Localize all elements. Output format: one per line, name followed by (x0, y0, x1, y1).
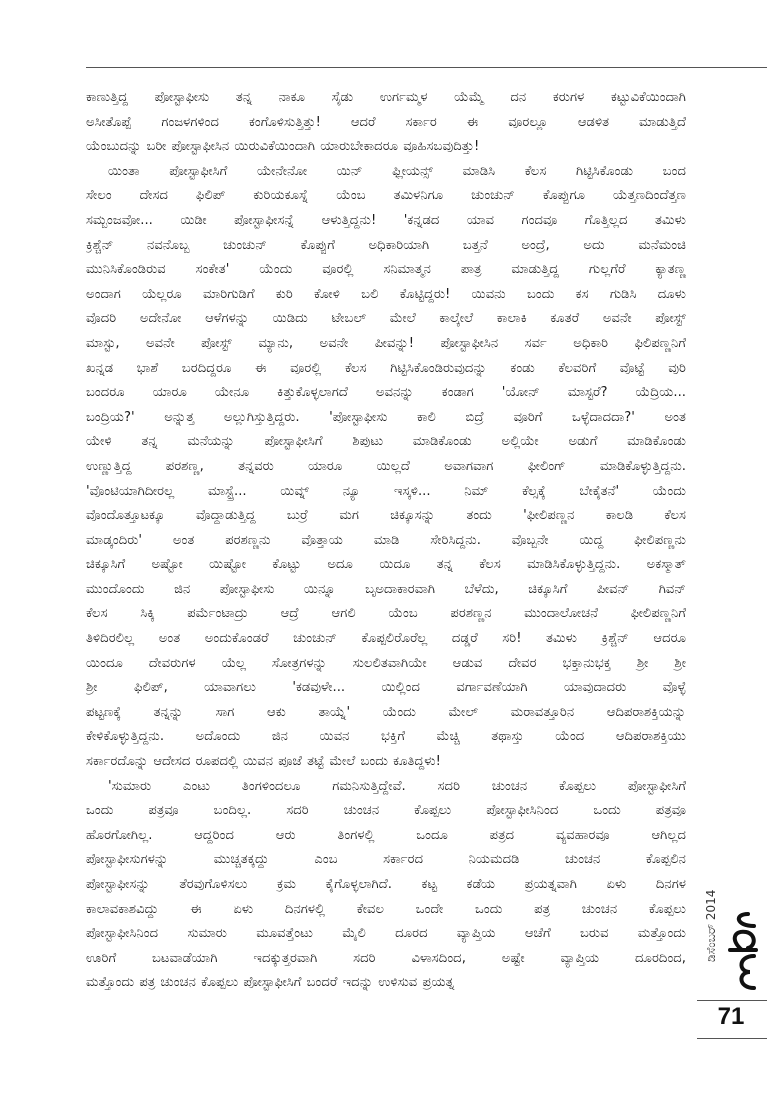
text-line: ಸರ್ಕಾರದೊನ್ನು ಆದೇಸದ ರೂಪದಲ್ಲಿ ಯಿವನ ಪೂಜೆ ತಟ್ಟೆ ಮೇಲೆ ಬಂದು ಕೂತಿದ್ದಳು! (86, 754, 441, 770)
text-line: ಪಟ್ಟಣಕ್ಕೆ ತನ್ನನ್ನು ಸಾಗ ಆಕು ತಾಯ್ನೆ' ಯೆಂದು ಮೇಲ್ ಮರಾವತ್ತೂರಿನ ಆದಿಪರಾಶಕ್ತಿಯನ್ನು (86, 704, 686, 720)
text-line: ಕ್ರಿಶ್ಚೆನ್ ನವನೊಬ್ಬ ಚುಂಚುನ್ ಕೊಪ್ಪುಗೆ ಅಧಿಕಾರಿಯಾಗಿ ಬತ್ತನೆ ಅಂದ್ರೆ, ಅದು ಮನೆಮಂಚಿ (86, 237, 686, 253)
text-line: ಅಂದಾಗ ಯೆಲ್ಲರೂ ಮಾರಿಗುಡಿಗೆ ಕುರಿ ಕೋಳಿ ಬಲಿ ಕೊಟ್ಟಿದ್ದರು! ಯಿವನು ಬಂದು ಕಸ ಗುಡಿಸಿ ದೂಳು (86, 286, 686, 302)
text-line: ಮುಂದೊಂದು ಜಿನ ಪೋಸ್ಟಾಫೀಸು ಯಿನ್ನೂ ಬೃಅದಾಕಾರವಾಗಿ ಬೆಳೆದು, ಚಿಕ್ಕೂಸಿಗೆ ಪೀವನ್ ಗಿವನ್ (86, 581, 686, 597)
text-line: ಯಿಂತಾ ಪೋಸ್ಟಾಫೀಸಿಗೆ ಯೇನೇನೋ ಯಿನ್ ಫ್ಲೀಯನ್ಸ್ ಮಾಡಿಸಿ ಕೆಲಸ ಗಿಟ್ಟಿಸಿಕೊಂಡು ಬಂದ (108, 163, 686, 179)
text-line: ಕೆಲಸ ಸಿಕ್ಕಿ ಪರ್ಮೆಂಟಾದ್ರು ಆದ್ರೆ ಆಗಲಿ ಯೆಂಬ ಪರಶಣ್ಣನ ಮುಂದಾಲೋಚನೆ ಫೀಲಿಪಣ್ಣನಿಗೆ (86, 606, 686, 622)
text-line: ಬಂದರೂ ಯಾರೂ ಯೇನೂ ಕಿತ್ತುಕೊಳ್ಳಲಾಗದೆ ಅವನನ್ನು ಕಂಡಾಗ 'ಯೋನ್ ಮಾಸ್ಟರೆ? ಯೆದ್ರಿಯ... (86, 385, 686, 401)
text-line: ಯಿಂದೂ ದೇವರುಗಳ ಯೆಲ್ಲ ಸೋತ್ರಗಳನ್ನು ಸುಲಲಿತವಾಗಿಯೇ ಆಡುವ ದೇವರ ಭಕ್ತಾನುಭಕ್ತ ಶ್ರೀ ಶ್ರೀ (86, 655, 686, 671)
text-line: ಬಂದ್ರಿಯ?' ಅನ್ನುತ್ತ ಅಲ್ಲುಗಿಸ್ತುತ್ತಿದ್ದರು. 'ಪೋಸ್ಟಾಫೀಸು ಕಾಲಿ ಬಿದ್ರೆ ವೂರಿಗೆ ಒಳ್ಳೆದಾದದಾ?' ಅಂತ (86, 409, 686, 425)
text-line: ಕಾಣುತ್ತಿದ್ದ ಪೋಸ್ಟಾಫೀಸು ತನ್ನ ನಾಕೂ ಸೈಡು ಉರ್ಗಮ್ಮಳ ಯೆಮ್ಮೆ ದನ ಕರುಗಳ ಕಟ್ಟುವಿಕೆಯಿಂದಾಗಿ (86, 90, 686, 105)
text-line: ವೊದರಿ ಅದೇನೋ ಆಳೆಗಳನ್ನು ಯಿಡಿದು ಟೇಬಲ್ ಮೇಲೆ ಕಾಲ್ಕೇಲೆ ಕಾಲಾಕಿ ಕೂತರೆ ಅವನೇ ಪೋಸ್ಟ್ (86, 311, 686, 327)
text-line: ಪೋಸ್ಟಾಫೀಸಿನಿಂದ ಸುಮಾರು ಮೂವತ್ತೆಂಟು ಮೈಲಿ ದೂರದ ವ್ಯಾಪ್ತಿಯ ಆಚೆಗೆ ಬರುವ ಮತ್ತೊಂದು (86, 926, 686, 942)
text-line: ಯೇಳಿ ತನ್ನ ಮನೆಯನ್ನು ಪೋಸ್ಟಾಫೀಸಿಗೆ ಶಿಪುಟು ಮಾಡಿಕೊಂಡು ಅಲ್ಲಿಯೇ ಅಡುಗೆ ಮಾಡಿಕೊಂಡು (86, 434, 686, 450)
text-line: ಸಮ್ಬಂಜವೋ... ಯಿಡೀ ಪೋಸ್ಟಾಫೀಸನ್ನೆ ಆಳುತ್ತಿದ್ದನು! 'ಕನ್ನಡದ ಯಾವ ಗಂದವೂ ಗೊತ್ತಿಲ್ಲದ ತಮಿಳು (86, 212, 686, 228)
text-line: ಸೇಲಂ ದೇಸದ ಫಿಲಿಪ್ ಕುರಿಯಕೂಸ್ನೆ ಯೆಂಬ ತಮಿಳನಿಗೂ ಚುಂಚುನ್ ಕೊಪ್ಪುಗೂ ಯೆತ್ತಣದಿಂದೆತ್ತಣ (86, 188, 686, 204)
text-line: 'ಸುಮಾರು ಎಂಟು ತಿಂಗಳಿಂದಲೂ ಗಮನಿಸುತ್ತಿದ್ದೇವೆ. ಸದರಿ ಚುಂಚನ ಕೊಪ್ಪಲು ಪೋಸ್ಟಾಫೀಸಿಗೆ (108, 778, 686, 794)
text-line: ಮತ್ತೊಂದು ಪತ್ರ ಚುಂಚನ ಕೊಪ್ಪಲು ಪೋಸ್ಟಾಫೀಸಿಗೆ ಬಂದರೆ ಇದನ್ನು ಉಳಿಸುವ ಪ್ರಯತ್ನ (86, 975, 455, 991)
text-line: ಕಾಲಾವಕಾಶವಿದ್ದು ಈ ಏಳು ದಿನಗಳಲ್ಲಿ ಕೇವಲ ಒಂದೇ ಒಂದು ಪತ್ರ ಚುಂಚನ ಕೊಪ್ಪಲು (86, 901, 686, 917)
text-line: ವೊಂದೊತ್ತೂಟಕ್ಕೂ ವೊದ್ದಾಡುತ್ತಿದ್ದ ಬುರ್ರೆ ಮಗ ಚಿಕ್ಕೂಸನ್ನು ತಂದು 'ಫೀಲಿಪಣ್ಣನ ಕಾಲಡಿ ಕೆಲಸ (86, 508, 686, 524)
page-number-bottom-rule (697, 1038, 767, 1039)
text-line: ಖನ್ನಡ ಭಾಶೆ ಬರದಿದ್ದರೂ ಈ ವೂರಲ್ಲಿ ಕೆಲಸ ಗಿಟ್ಟಿಸಿಕೊಂಡಿರುವುದನ್ನು ಕಂಡು ಕೆಲವರಿಗೆ ವೊಟ್ಟೆ ವುರಿ (86, 360, 686, 376)
text-line: ಅಸೀತೊಪ್ಪೆ ಗಂಜಳಗಳಿಂದ ಕಂಗೊಳಿಸುತ್ತಿತ್ತು! ಆದರೆ ಸರ್ಕಾರ ಈ ವೂರಲ್ಲೂ ಆಡಳಿತ ಮಾಡುತ್ತಿದೆ (86, 114, 686, 130)
text-line: ಊರಿಗೆ ಬಟವಾಡೆಯಾಗಿ ಇದಕ್ಕುತ್ತರವಾಗಿ ಸದರಿ ವಿಳಾಸದಿಂದ, ಅಷ್ಟೇ ವ್ಯಾಪ್ತಿಯ ದೂರದಿಂದ, (86, 950, 686, 966)
text-line: ಉಣ್ಣುತ್ತಿದ್ದ ಪರಶಣ್ಣ, ತನ್ನವರು ಯಾರೂ ಯಿಲ್ಲದೆ ಅವಾಗವಾಗ ಫೀಲಿಂಗ್ ಮಾಡಿಕೊಳ್ಳುತ್ತಿದ್ದನು. (86, 458, 686, 474)
text-line: ಒಂದು ಪತ್ರವೂ ಬಂದಿಲ್ಲ. ಸದರಿ ಚುಂಚನ ಕೊಪ್ಪಲು ಪೋಸ್ಟಾಫೀಸಿನಿಂದ ಒಂದು ಪತ್ರವೂ (86, 803, 686, 819)
page-number: 71 (717, 1003, 745, 1030)
text-line: 'ವೊಂಟಿಯಾಗಿದೀರಲ್ಲ ಮಾಸ್ಟ್ರೆ... ಯಿವ್ನ್ ನ್ಯೂ ಇಸ್ಕಳಿ... ನಿಮ್ ಕೆಲ್ಸಕ್ಕೆ ಬೇಕೈತನೆ' ಯೆಂದು (86, 483, 686, 499)
text-line: ಯೆಂಬುದನ್ನು ಬರೀ ಪೋಸ್ಟಾಫೀಸಿನ ಯಿರುವಿಕೆಯಿಂದಾಗಿ ಯಾರುಬೇಕಾದರೂ ವೂಹಿಸಬವುದಿತ್ತು! (86, 139, 480, 155)
mayura-logo-icon (722, 912, 762, 994)
text-line: ಪೋಸ್ಟಾಫೀಸುಗಳನ್ನು ಮುಚ್ಚತಕ್ಕದ್ದು ಎಂಬ ಸರ್ಕಾರದ ನಿಯಮದಡಿ ಚುಂಚನ ಕೊಪ್ಪಲಿನ (86, 852, 686, 868)
paragraph (86, 775, 686, 996)
page-number-top-rule (697, 1000, 767, 1001)
text-line: ಚಿಕ್ಕೂಸಿಗೆ ಅಷ್ಟೋ ಯಿಷ್ಟೋ ಕೊಟ್ಟು ಅದೂ ಯಿದೂ ತನ್ನ ಕೆಲಸ ಮಾಡಿಸಿಕೊಳ್ಳುತ್ತಿದ್ದನು. ಅಕಸ್ಮಾತ್ (86, 557, 686, 573)
text-line: ಮುನಿಸಿಕೊಂಡಿರುವ ಸಂಕೇತ' ಯೆಂದು ವೂರಲ್ಲಿ ಸನಿಮಾತ್ಮನ ಪಾತ್ರ ಮಾಡುತ್ತಿದ್ದ ಗುಲ್ಲಗೆರೆ ಕ್ಯಾತಣ್ಣ (86, 262, 686, 278)
text-line: ಮಾಸ್ಟು, ಅವನೇ ಪೋಸ್ಟ್ ಮ್ಯಾನು, ಅವನೇ ಪೀವನ್ನು! ಪೋಸ್ಟಾಫೀಸಿನ ಸರ್ವ ಅಧಿಕಾರಿ ಫಿಲಿಪಣ್ಣನಿಗೆ (86, 335, 686, 351)
issue-date-text: ಡಿಸೆಂಬರ್ 2014 (704, 889, 718, 962)
paragraph (86, 160, 686, 775)
top-rule (86, 67, 767, 68)
article-body (86, 86, 686, 996)
text-line: ಹೊರಗೋಗಿಲ್ಲ. ಆದ್ದರಿಂದ ಆರು ತಿಂಗಳಲ್ಲಿ ಒಂದೂ ಪತ್ರದ ವ್ಯವಹಾರವೂ ಆಗಿಲ್ಲದ (86, 827, 686, 843)
text-line: ಪೋಸ್ಟಾಫೀಸನ್ನು ತೆರವುಗೊಳಿಸಲು ಕ್ರಮ ಕೈಗೊಳ್ಳಲಾಗಿದೆ. ಕಟ್ಟ ಕಡೆಯ ಪ್ರಯತ್ನವಾಗಿ ಏಳು ದಿನಗಳ (86, 877, 686, 892)
text-line: ತಿಳಿದಿರಲಿಲ್ಲ ಅಂತ ಅಂದುಕೊಂಡರೆ ಚುಂಚುನ್ ಕೊಪ್ಪಲಿರೊರೆಲ್ಲ ದಡ್ಡರೆ ಸರಿ! ತಮಿಳು ಕ್ರಿಶ್ಚೆನ್ ಆದರೂ (86, 631, 686, 647)
text-line: ಕೇಳಿಕೊಳ್ಳುತ್ತಿದ್ದನು. ಅದೊಂದು ಜಿನ ಯಿವನ ಭಕ್ತಿಗೆ ಮೆಚ್ಚಿ ತಥಾಸ್ತು ಯೆಂದ ಆದಿಪರಾಶಕ್ತಿಯು (86, 729, 686, 745)
paragraph (86, 86, 686, 160)
issue-date (700, 852, 720, 962)
text-line: ಮಾಡ್ಕಂದಿರು' ಅಂತ ಪರಶಣ್ಣನು ವೊತ್ತಾಯ ಮಾಡಿ ಸೇರಿಸಿದ್ದನು. ವೊಬ್ಬನೇ ಯಿದ್ದ ಫೀಲಿಪಣ್ಣನು (86, 532, 686, 548)
text-line: ಶ್ರೀ ಫಿಲಿಪ್, ಯಾವಾಗಲು 'ಕಡವುಳೇ... ಯಿಲ್ಲಿಂದ ವರ್ಗಾವಣೆಯಾಗಿ ಯಾವುದಾದರು ವೊಳ್ಳೆ (86, 680, 686, 696)
